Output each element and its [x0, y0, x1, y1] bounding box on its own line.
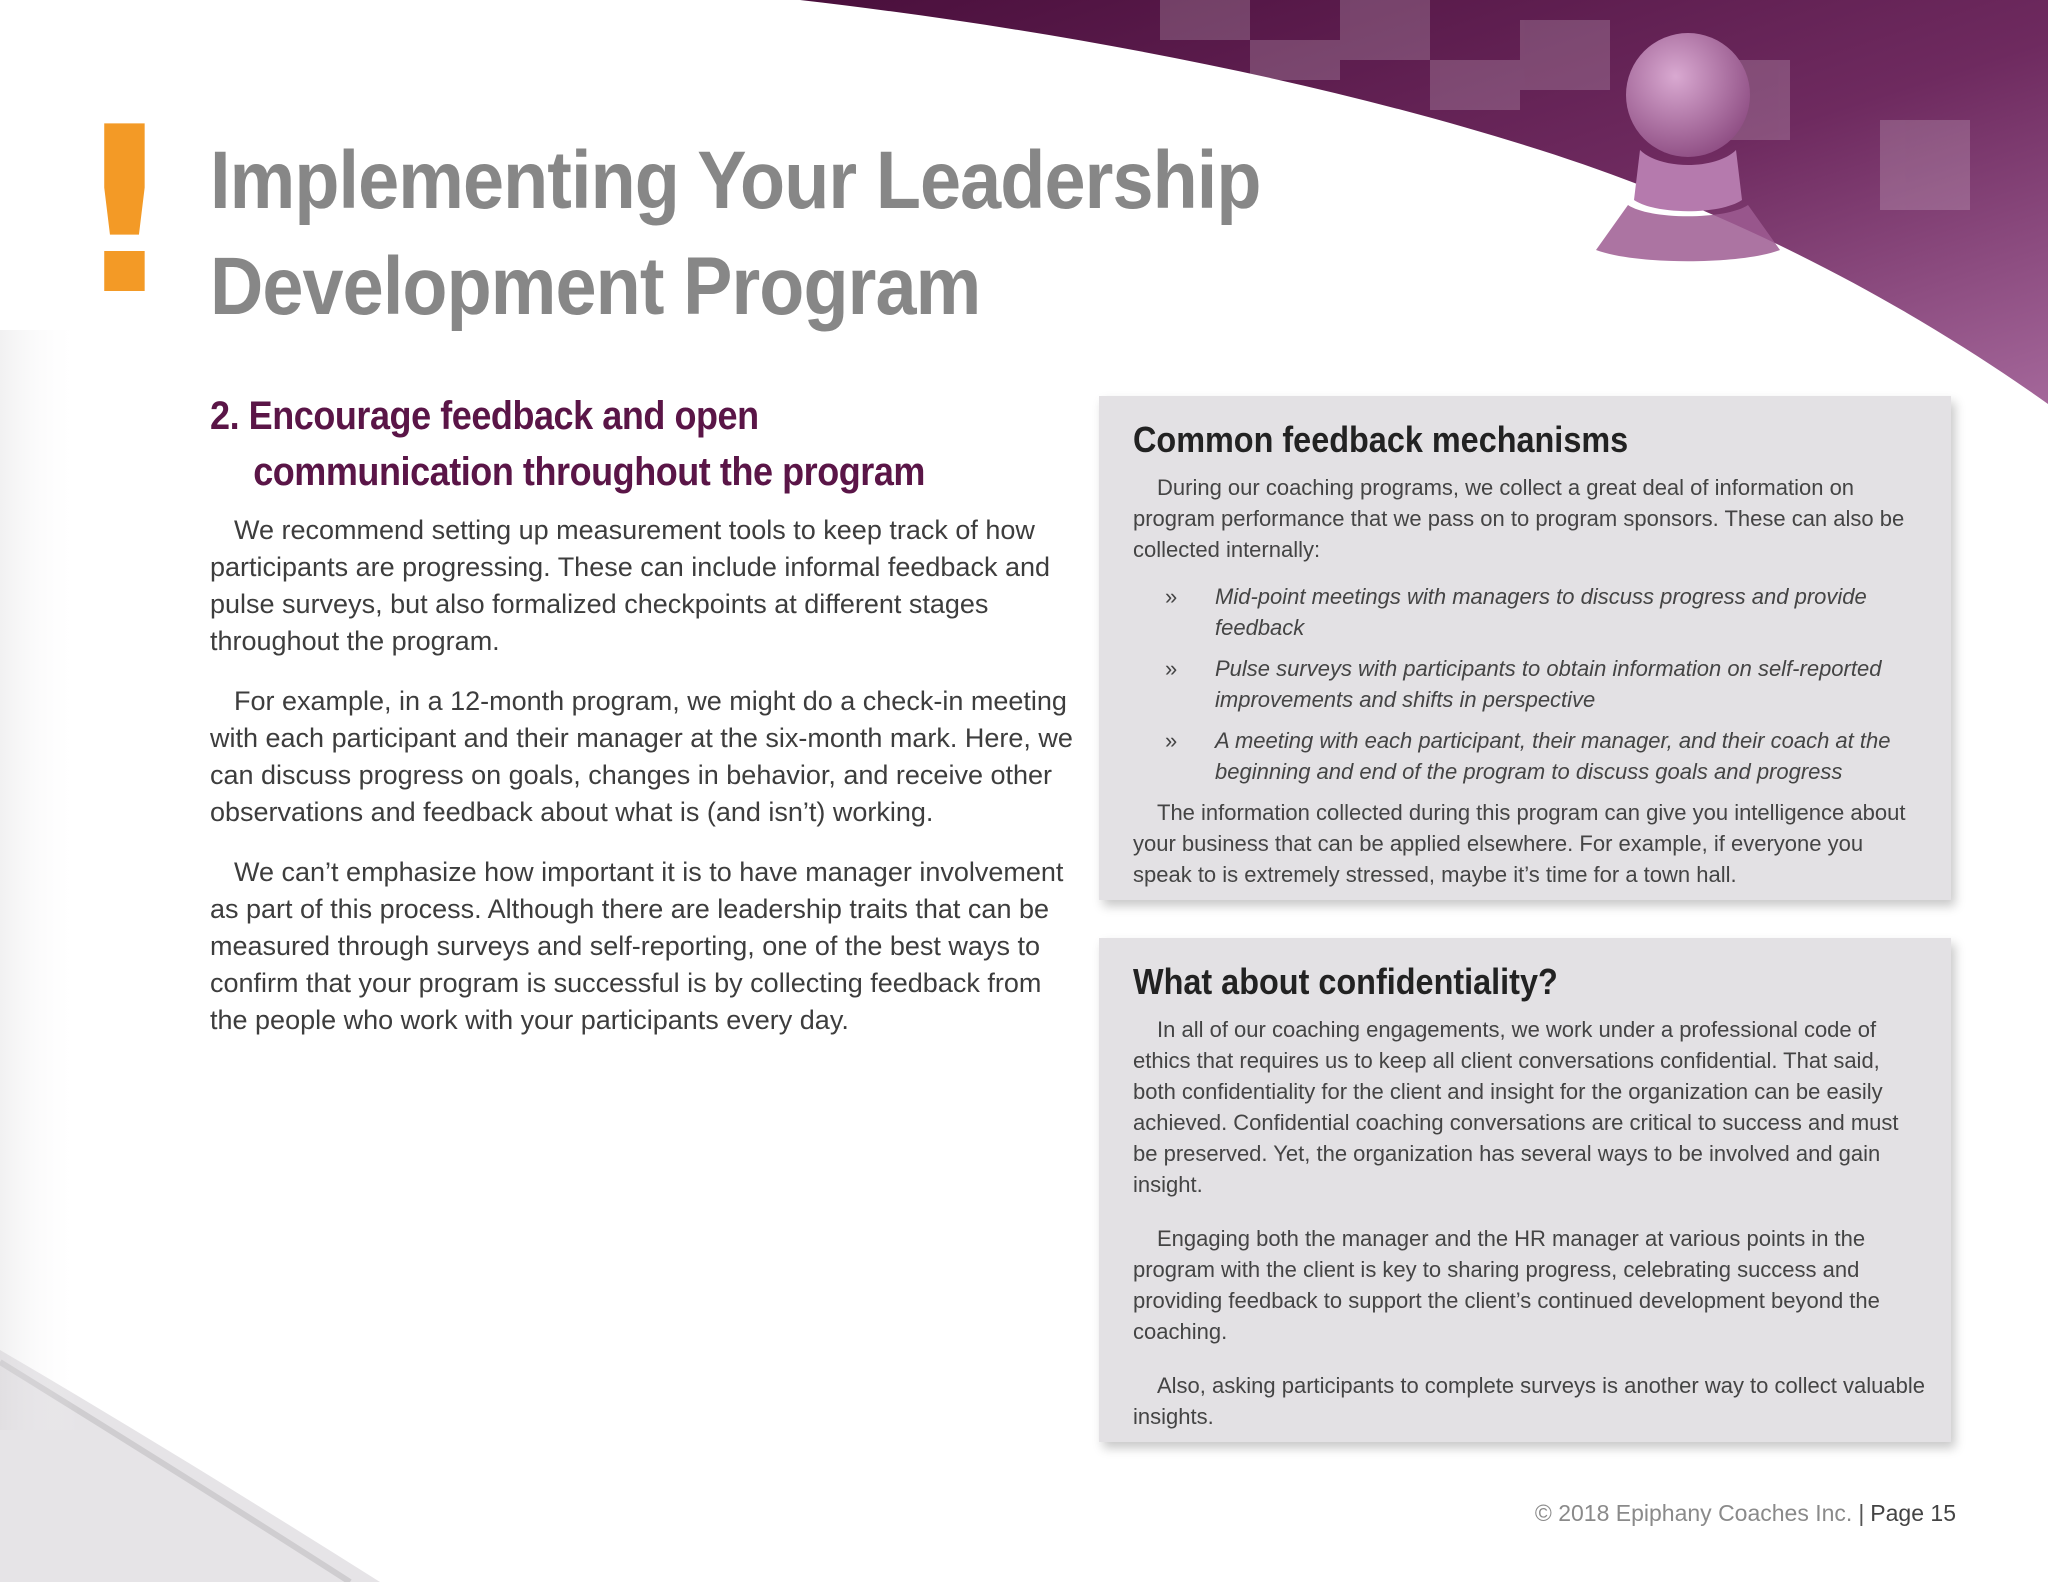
body-paragraph: For example, in a 12-month program, we might do a check-in meeting with each participant and their manager at the six-month mark. Here, we can discuss progress on goals, changes in behavior, and receive other observations and feedback about what is (and isn’t) working.: [210, 686, 1073, 827]
box-paragraph: Engaging both the manager and the HR manager at various points in the program with the client is key to sharing progress, celebrating success and providing feedback to support the client’s continued development beyond the coaching.: [1133, 1226, 1880, 1344]
feedback-list: [1133, 581, 1925, 787]
list-item: [1133, 725, 1925, 787]
section-heading-line-1: 2. Encourage feedback and open: [210, 394, 759, 438]
list-item-text: Pulse surveys with participants to obtain information on self-reported improvements and shifts in perspective: [1215, 656, 1882, 712]
page-number: Page 15: [1870, 1500, 1956, 1526]
box-paragraph: In all of our coaching engagements, we work under a professional code of ethics that requires us to keep all client conversations confidential. That said, both confidentiality for the client and insight for the organization can be easily achieved. Confidential coaching conversations are critical to success and must be preserved. Yet, the organization has several ways to be involved and gain insight.: [1133, 1017, 1899, 1197]
title-line-2: Development Program: [210, 241, 981, 332]
bullet-icon: »: [1165, 656, 1178, 681]
title-line-1: Implementing Your Leadership: [210, 135, 1261, 226]
box-paragraph: Also, asking participants to complete surveys is another way to collect valuable insights.: [1133, 1373, 1925, 1429]
main-column: [210, 388, 1080, 1062]
body-paragraph: We recommend setting up measurement tools to keep track of how participants are progressing. These can include informal feedback and pulse surveys, but also formalized checkpoints at different stages throughout the program.: [210, 515, 1050, 656]
section-heading: [210, 388, 1092, 500]
section-heading-line-2: communication throughout the program: [253, 450, 925, 494]
page-title: [210, 128, 1261, 340]
box-paragraph: During our coaching programs, we collect a great deal of information on program performance that we pass on to program sponsors. These can also be collected internally:: [1133, 475, 1905, 562]
box-heading: What about confidentiality?: [1133, 961, 1558, 1002]
footer-separator: |: [1858, 1500, 1865, 1526]
exclamation-icon: !: [72, 79, 177, 346]
feedback-mechanisms-box: [1099, 396, 1951, 900]
bullet-icon: »: [1165, 584, 1178, 609]
body-paragraph: We can’t emphasize how important it is to have manager involvement as part of this process. Although there are leadership traits that can be measured through surveys and self-reporting, one of the best ways to confirm that your program is successful is by collecting feedback from the people who work with your participants every day.: [210, 857, 1064, 1035]
list-item-text: Mid-point meetings with managers to discuss progress and provide feedback: [1215, 584, 1867, 640]
list-item: [1133, 581, 1925, 643]
box-paragraph: The information collected during this program can give you intelligence about your business that can be applied elsewhere. For example, if everyone you speak to is extremely stressed, maybe it’s time for a town hall.: [1133, 800, 1906, 887]
confidentiality-box: [1099, 938, 1951, 1442]
page-footer: [1535, 1498, 1956, 1528]
bullet-icon: »: [1165, 728, 1178, 753]
copyright-text: © 2018 Epiphany Coaches Inc.: [1534, 1500, 1853, 1526]
list-item: [1133, 653, 1925, 715]
list-item-text: A meeting with each participant, their manager, and their coach at the beginning and end of the program to discuss goals and progress: [1215, 728, 1891, 784]
box-heading: Common feedback mechanisms: [1133, 419, 1629, 460]
